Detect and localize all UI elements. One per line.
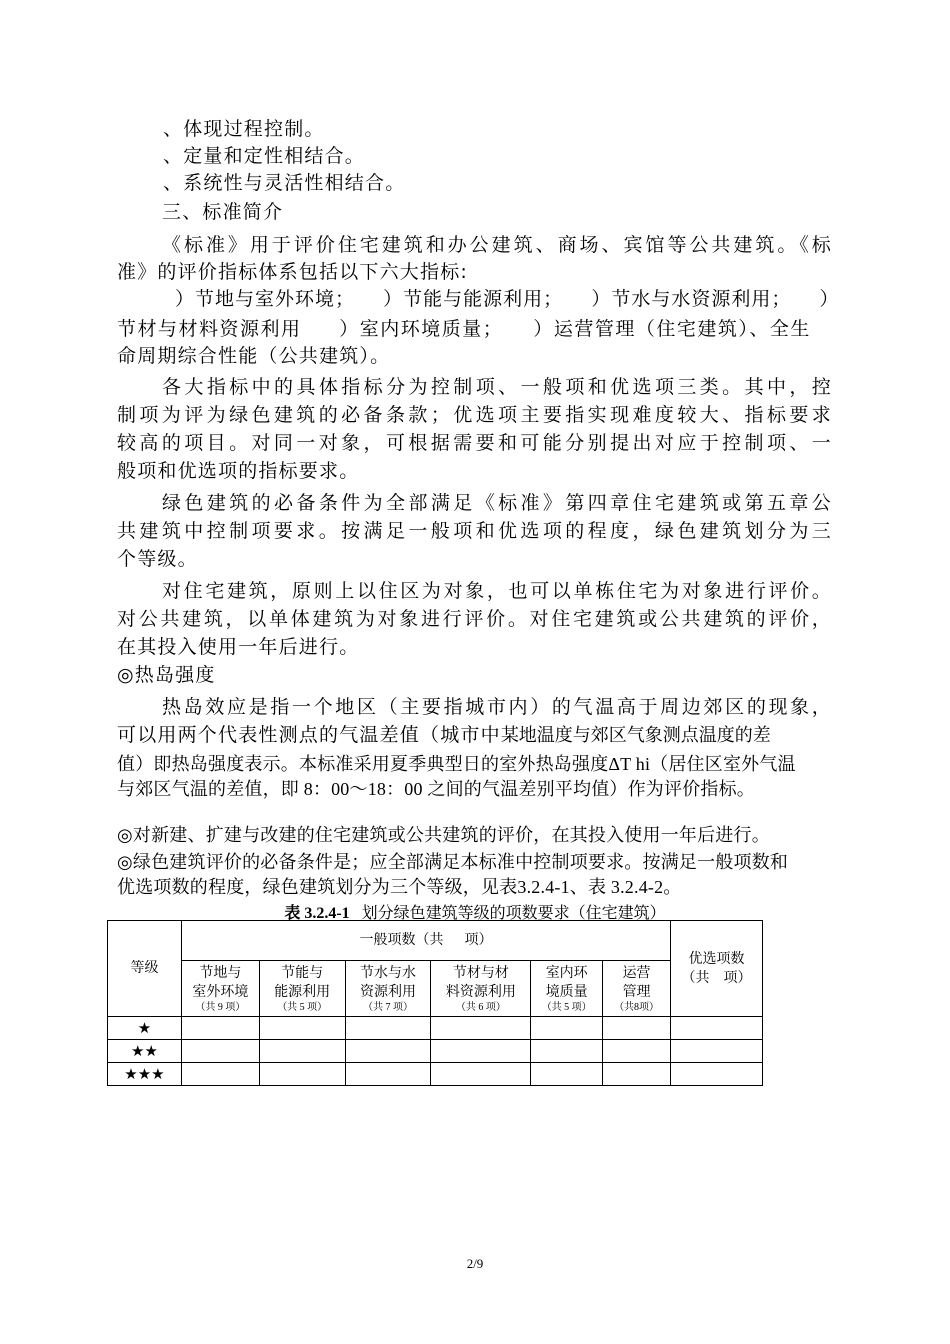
column-header-line: 能源利用 (274, 984, 331, 1000)
paragraph-line: 《标准》用于评价住宅建筑和办公建筑、商场、宾馆等公共建筑。《标 (162, 234, 832, 256)
paragraph-line: 在其投入使用一年后进行。 (117, 636, 360, 658)
column-header-indoor (531, 961, 603, 1017)
preferred-items-header (671, 921, 763, 1017)
column-count: （共 5 项） (277, 1001, 328, 1013)
table-cell (345, 1040, 431, 1063)
section-heading: ◎热岛强度 (117, 664, 216, 686)
column-header-line: 室内环 (545, 965, 588, 981)
column-count: （共 5 项） (541, 1001, 592, 1013)
column-header-line: 管理 (622, 984, 651, 1000)
page-number: 2/9 (466, 1256, 484, 1271)
table-cell (345, 1017, 431, 1040)
preferred-count: （共 项） (681, 970, 752, 986)
table-cell (671, 1063, 763, 1086)
grade-three-star: ★★★ (108, 1063, 182, 1086)
paragraph-line: 热岛效应是指一个地区（主要指城市内）的气温高于周边郊区的现象， (162, 696, 832, 718)
paragraph-line: 与郊区气温的差值，即 8：00～18：00 之间的气温差别平均值）作为评价指标。 (117, 779, 755, 799)
table-cell (181, 1040, 259, 1063)
column-header-line: 节材与材 (452, 965, 509, 981)
paragraph-line: 准》的评价指标体系包括以下六大指标: (117, 261, 469, 283)
table-cell (431, 1017, 531, 1040)
column-header-material (431, 961, 531, 1017)
table-cell (259, 1040, 345, 1063)
column-header-line: 室外环境 (192, 984, 249, 1000)
table-cell (671, 1017, 763, 1040)
paragraph-line: 优选项数的程度，绿色建筑划分为三个等级，见表3.2.4-1、表 3.2.4-2。 (117, 877, 682, 897)
table-cell (603, 1040, 671, 1063)
paragraph-line: 般项和优选项的指标要求。 (117, 460, 360, 482)
preferred-label: 优选项数 (688, 951, 745, 967)
column-count: （共8项） (614, 1001, 660, 1013)
column-header-line: 节地与 (199, 965, 242, 981)
column-header-line: 节能与 (281, 965, 324, 981)
table-cell (431, 1040, 531, 1063)
table-cell (671, 1040, 763, 1063)
grade-header: 等级 (108, 921, 182, 1017)
paragraph-line: 命周期综合性能（公共建筑）。 (117, 345, 391, 367)
column-header-energy (259, 961, 345, 1017)
table-cell (531, 1063, 603, 1086)
paragraph-line: 共建筑中控制项要求。按满足一般项和优选项的程度，绿色建筑划分为三 (117, 520, 832, 542)
table-cell (531, 1017, 603, 1040)
column-header-land (181, 961, 259, 1017)
grade-one-star: ★ (108, 1017, 182, 1040)
table-cell (531, 1040, 603, 1063)
grade-requirements-table (107, 920, 763, 1086)
table-cell (603, 1063, 671, 1086)
column-header-water (345, 961, 431, 1017)
paragraph-line: 值）即热岛强度表示。本标准采用夏季典型日的室外热岛强度ΔT hi（居住区室外气温 (117, 754, 796, 774)
general-items-header: 一般项数（共 项） (181, 921, 670, 961)
grade-two-star: ★★ (108, 1040, 182, 1063)
paragraph-line: ◎对新建、扩建与改建的住宅建筑或公共建筑的评价，在其投入使用一年后进行。 (117, 825, 770, 845)
table-caption-text: 划分绿色建筑等级的项数要求（住宅建筑） (361, 905, 666, 922)
column-header-line: 节水与水 (360, 965, 417, 981)
text-run: 可以用两个代表性测点的气温差值（城市中 (117, 724, 501, 746)
table-cell (345, 1063, 431, 1086)
column-header-operation (603, 961, 671, 1017)
column-count: （共 6 项） (455, 1001, 506, 1013)
paragraph-line: ）节地与室外环境； ）节能与能源利用； ）节水与水资源利用； ） (175, 288, 840, 310)
text-run: 某地温度与郊区气象测点温度的差 (500, 725, 771, 745)
column-header-line: 运营 (622, 965, 651, 981)
paragraph-line: 绿色建筑的必备条件为全部满足《标准》第四章住宅建筑或第五章公 (162, 492, 832, 514)
column-count: （共 7 项） (363, 1001, 414, 1013)
paragraph-line: 各大指标中的具体指标分为控制项、一般项和优选项三类。其中，控 (162, 376, 832, 398)
paragraph-line: 、体现过程控制。 (163, 118, 325, 140)
paragraph-line: 节材与材料资源利用 ）室内环境质量； ）运营管理（住宅建筑）、全生 (117, 318, 811, 340)
paragraph-line: 较高的项目。对同一对象，可根据需要和可能分别提出对应于控制项、一 (117, 432, 832, 454)
table-cell (181, 1017, 259, 1040)
paragraph-line: ◎绿色建筑评价的必备条件是；应全部满足本标准中控制项要求。按满足一般项数和 (117, 852, 789, 872)
table-cell (431, 1063, 531, 1086)
column-header-line: 境质量 (545, 984, 588, 1000)
table-cell (259, 1063, 345, 1086)
table-cell (603, 1017, 671, 1040)
paragraph-line: 个等级。 (117, 548, 198, 570)
paragraph-line: 对住宅建筑，原则上以住区为对象，也可以单栋住宅为对象进行评价。 (162, 580, 832, 602)
paragraph-line: 对公共建筑，以单体建筑为对象进行评价。对住宅建筑或公共建筑的评价， (117, 608, 832, 630)
paragraph-line: 、系统性与灵活性相结合。 (163, 172, 406, 194)
table-cell (259, 1017, 345, 1040)
column-header-line: 资源利用 (360, 984, 417, 1000)
table-caption-number: 表 3.2.4-1 (284, 905, 350, 922)
paragraph-line (117, 722, 771, 749)
table-cell (181, 1063, 259, 1086)
paragraph-line: 、定量和定性相结合。 (163, 145, 366, 167)
column-header-line: 料资源利用 (445, 984, 516, 1000)
section-heading: 三、标准简介 (162, 201, 284, 223)
column-count: （共 9 项） (195, 1001, 246, 1013)
paragraph-line: 制项为评为绿色建筑的必备条款；优选项主要指实现难度较大、指标要求 (117, 404, 832, 426)
